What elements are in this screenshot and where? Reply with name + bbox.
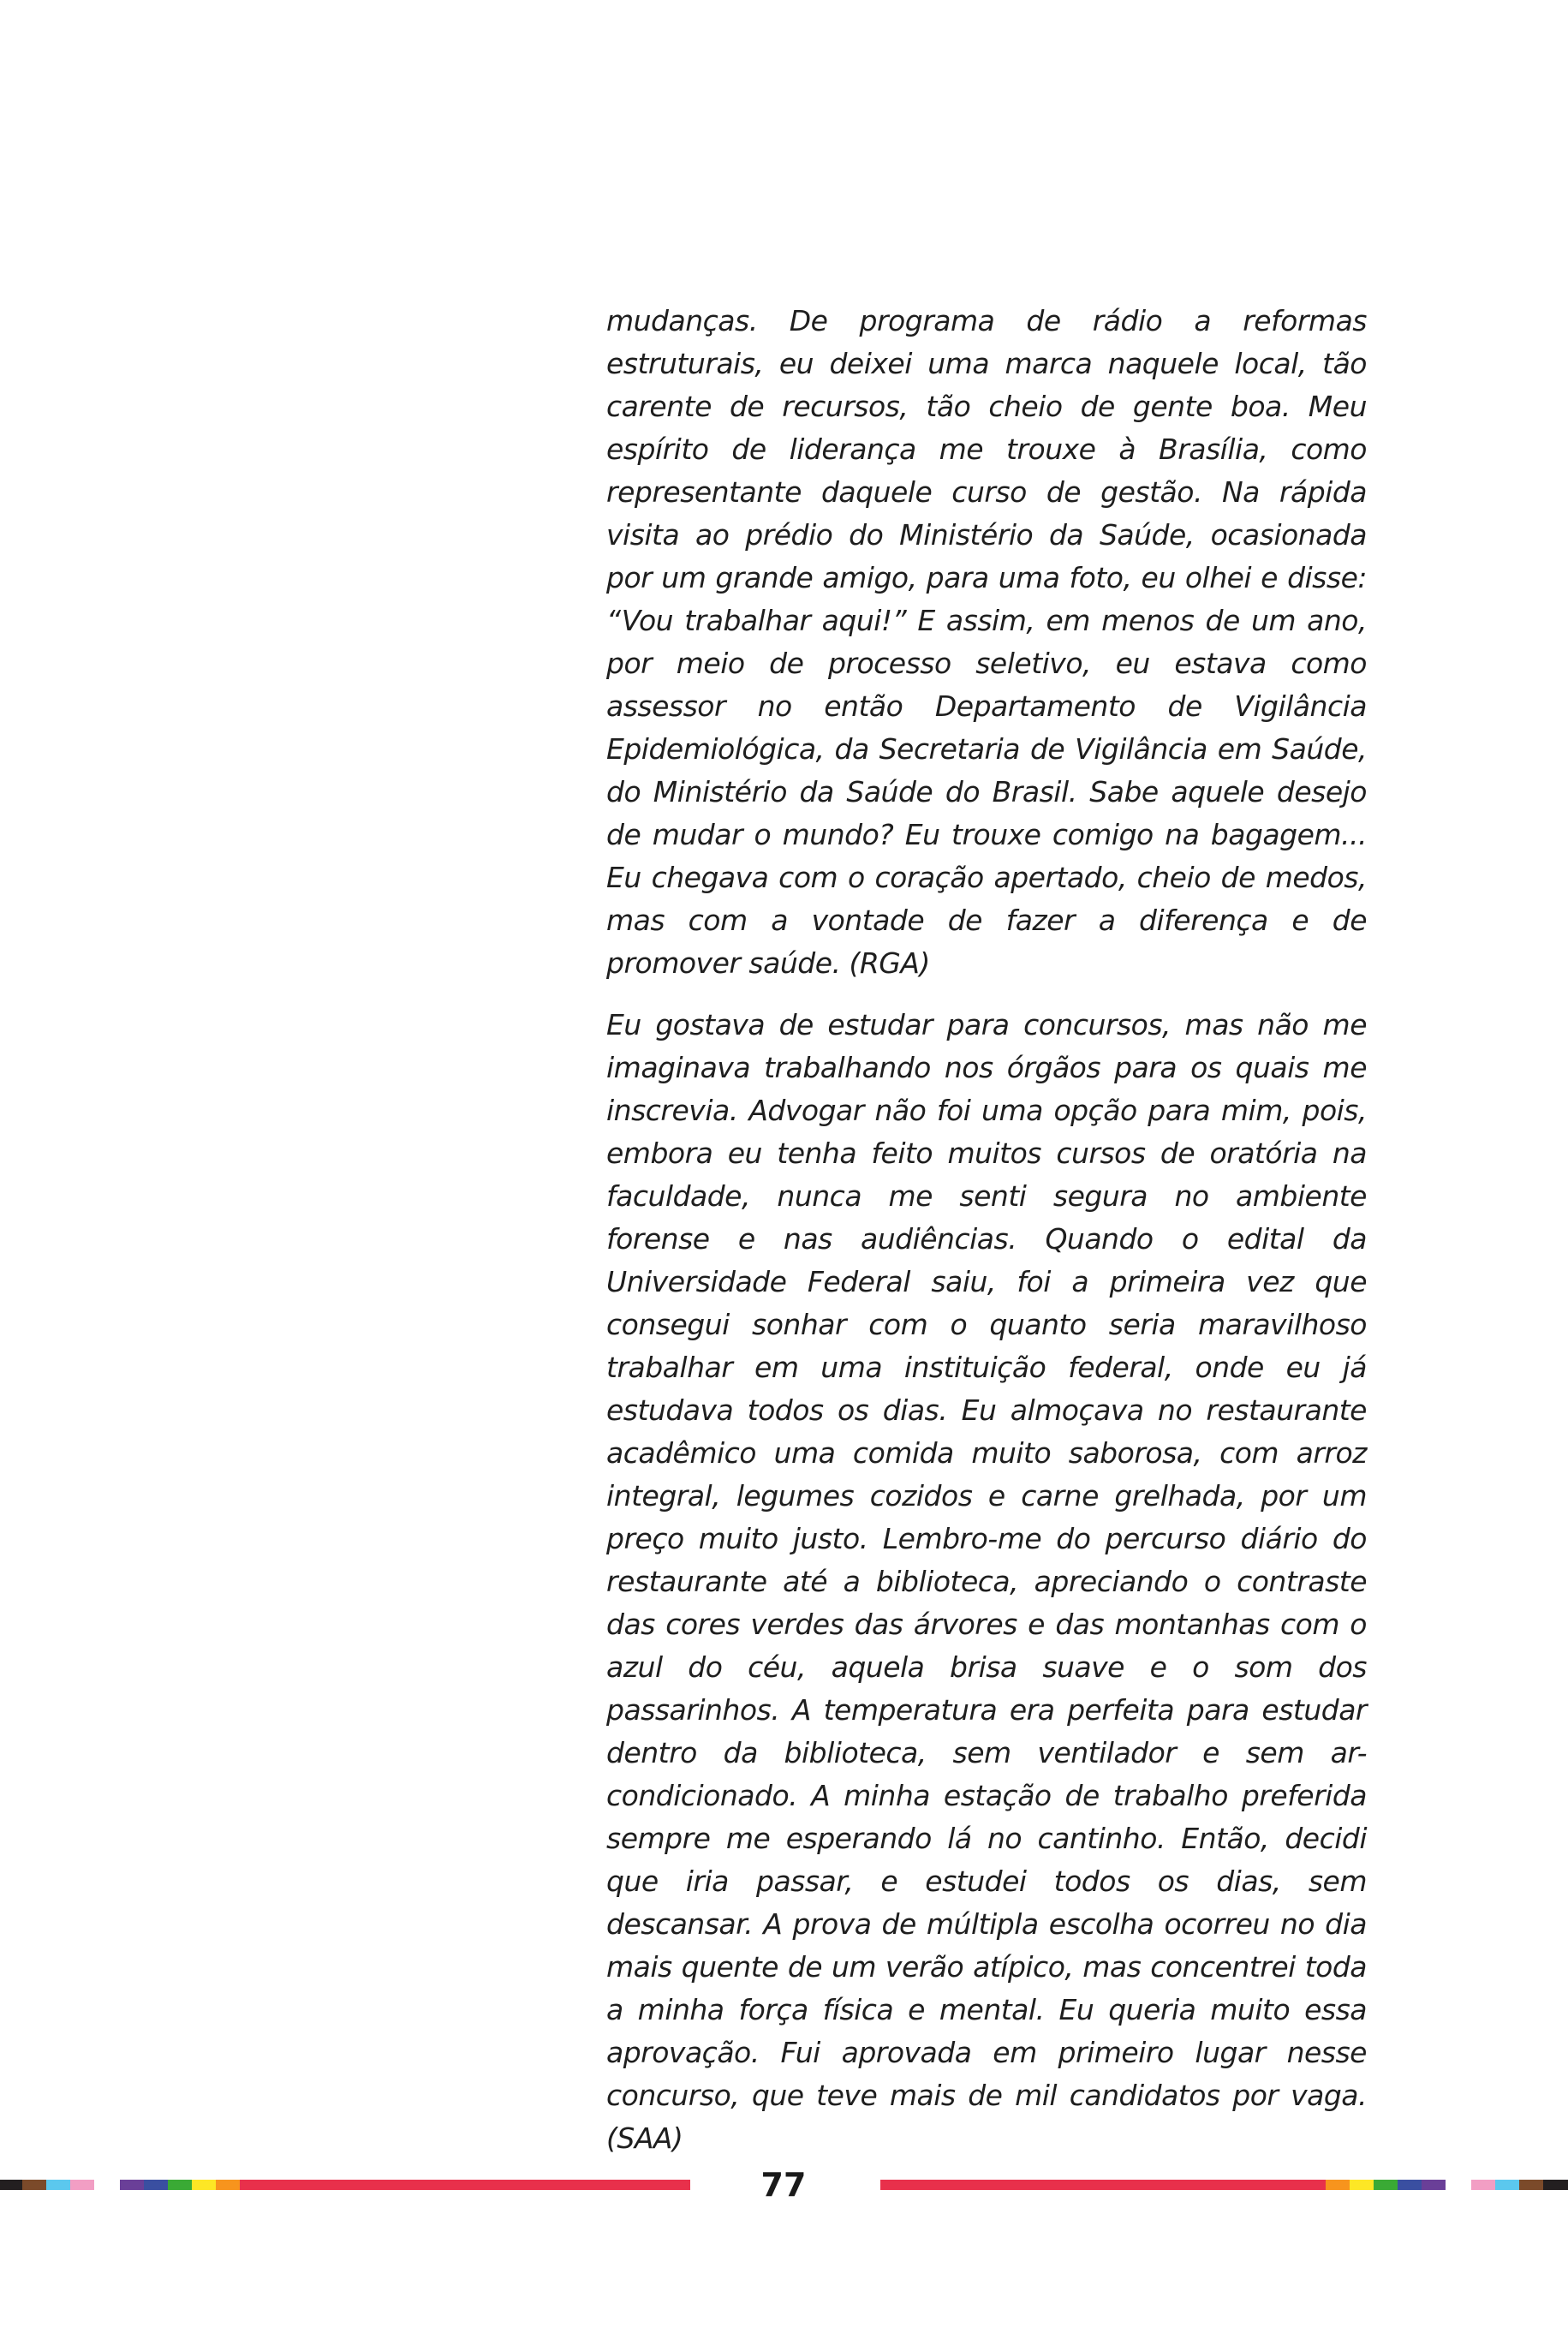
page-footer xyxy=(0,2168,1568,2202)
paragraph-rga: mudanças. De programa de rádio a reformas estruturais, eu deixei uma marca naquele local, tão carente de recursos, tão cheio de gente boa. Meu espírito de liderança me trouxe à Brasília, como representante daquele curso de gestão. Na rápida visita ao prédio do Ministério da Saúde, ocasionada por um grande amigo, para uma foto, eu olhei e disse: “Vou trabalhar aqui!” E assim, em menos de um ano, por meio de processo seletivo, eu estava como assessor no então Departamento de Vigilância Epidemiológica, da Secretaria de Vigilância em Saúde, do Ministério da Saúde do Brasil. Sabe aquele desejo de mudar o mundo? Eu trouxe comigo na bagagem... Eu chegava com o coração apertado, cheio de medos, mas com a vontade de fazer a diferença e de promover saúde. (RGA) xyxy=(606,304,1367,980)
strip-segment-brown xyxy=(1519,2180,1543,2190)
strip-segment-purple xyxy=(1422,2180,1446,2190)
strip-segment-light-blue xyxy=(1495,2180,1519,2190)
strip-segment-light-blue xyxy=(46,2180,70,2190)
strip-segment-blue xyxy=(1398,2180,1422,2190)
footer-color-strip-left xyxy=(0,2180,690,2190)
paragraph-saa: Eu gostava de estudar para concursos, mas não me imaginava trabalhando nos órgãos para os quais me inscrevia. Advogar não foi uma opção para mim, pois, embora eu tenha feito muitos cursos de oratória na faculdade, nunca me senti segura no ambiente forense e nas audiências. Quando o edital da Universidade Federal saiu, foi a primeira vez que consegui sonhar com o quanto seria maravilhoso trabalhar em uma instituição federal, onde eu já estudava todos os dias. Eu almoçava no restaurante acadêmico uma comida muito saborosa, com arroz integral, legumes cozidos e carne grelhada, por um preço muito justo. Lembro-me do percurso diário do restaurante até a biblioteca, apreciando o contraste das cores verdes das árvores e das montanhas com o azul do céu, aquela brisa suave e o som dos passarinhos. A temperatura era perfeita para estudar dentro da biblioteca, sem ventilador e sem ar-condicionado. A minha estação de trabalho preferida sempre me esperando lá no cantinho. Então, decidi que iria passar, e estudei todos os dias, sem descansar. A prova de múltipla escolha ocorreu no dia mais quente de um verão atípico, mas concentrei toda a minha força física e mental. Eu queria muito essa aprovação. Fui aprovada em primeiro lugar nesse concurso, que teve mais de mil candidatos por vaga. (SAA) xyxy=(606,1008,1367,2155)
strip-segment-black xyxy=(0,2180,22,2190)
footer-color-strip-right xyxy=(880,2180,1568,2190)
strip-segment-orange xyxy=(216,2180,240,2190)
strip-segment-blue xyxy=(144,2180,168,2190)
strip-segment-orange xyxy=(1326,2180,1350,2190)
strip-segment-black xyxy=(1543,2180,1568,2190)
strip-segment-yellow xyxy=(192,2180,216,2190)
strip-segment-yellow xyxy=(1350,2180,1374,2190)
strip-segment-red xyxy=(240,2180,690,2190)
strip-segment-pink xyxy=(1471,2180,1495,2190)
body-text xyxy=(606,300,1367,2179)
strip-segment-purple xyxy=(120,2180,144,2190)
page-number: 77 xyxy=(760,2166,807,2204)
strip-segment-green xyxy=(1374,2180,1398,2190)
strip-segment-brown xyxy=(22,2180,46,2190)
strip-segment-green xyxy=(168,2180,192,2190)
strip-segment-pink xyxy=(70,2180,94,2190)
strip-segment-red xyxy=(880,2180,1326,2190)
